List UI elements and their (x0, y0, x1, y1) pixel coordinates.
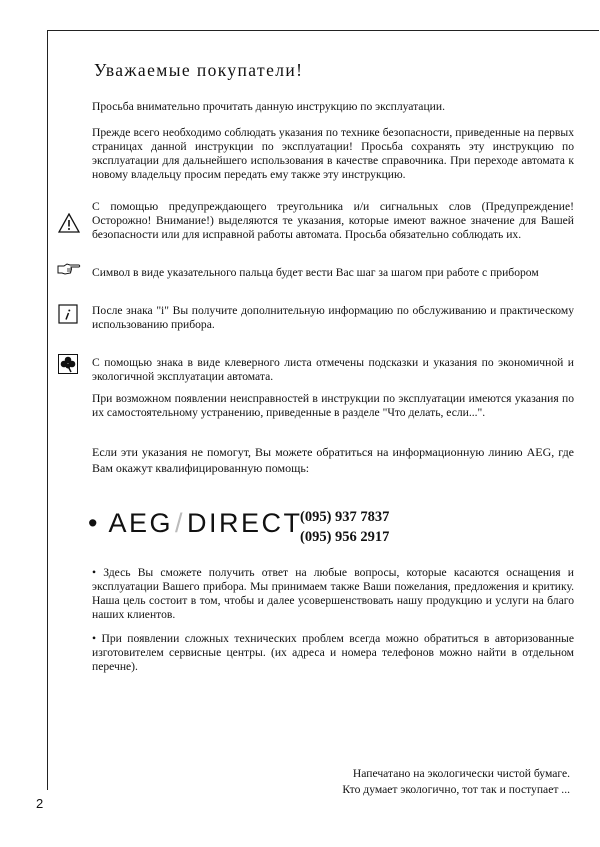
phone-number-1: (095) 937 7837 (300, 509, 390, 525)
logo-separator: / (174, 508, 185, 538)
top-rule (47, 30, 599, 31)
warning-triangle-icon (58, 212, 80, 234)
questions-paragraph: • Здесь Вы сможете получить ответ на любые вопросы, которые касаются оснащения и эксплуатации Вашего прибора. Мы принимаем также Ваши пожелания, предложения и критику. Наша цель состоит в том, чтобы и далее усовершенствовать нашу продукцию и услуги на благо наших клиентов. (92, 566, 574, 621)
logo-direct: DIRECT (187, 508, 303, 538)
margin-rule (47, 30, 48, 790)
info-paragraph: После знака "i" Вы получите дополнительную информацию по обслуживанию и практическому использованию прибора. (92, 304, 574, 331)
hotline-paragraph: Если эти указания не помогут, Вы можете обратиться на информационную линию AEG, где Вам окажут квалифицированную помощь: (92, 445, 574, 475)
safety-paragraph: Прежде всего необходимо соблюдать указания по технике безопасности, приведенные на первых страницах данной инструкции по эксплуатации! Просьба сохранять эту инструкцию по эксплуатации для дальнейшего использования в качестве справочника. При переходе автомата к новому владельцу просим передать ему также эту инструкцию. (92, 126, 574, 181)
finger-paragraph: Символ в виде указательного пальца будет вести Вас шаг за шагом при работе с прибором (92, 266, 539, 279)
page-title: Уважаемые покупатели! (94, 60, 304, 80)
pointing-hand-icon (57, 262, 81, 276)
service-paragraph: • При появлении сложных технических проблем всегда можно обратиться в авторизованные изготовителем сервисные центры. (их адреса и номера телефонов можно найти в отдельном перечне). (92, 632, 574, 673)
hotline-phones (300, 507, 389, 547)
footer-line-1: Напечатано на экологически чистой бумаге. (352, 767, 570, 780)
intro-paragraph: Просьба внимательно прочитать данную инструкцию по эксплуатации. (92, 100, 445, 113)
info-i-icon (58, 304, 78, 324)
clover-paragraph: С помощью знака в виде клеверного листа отмечены подсказки и указания по экономичной и экологичной эксплуатации автомата. (92, 356, 574, 383)
footer-line-2: Кто думает экологично, тот так и поступает ... (342, 783, 570, 796)
aeg-direct-logo (88, 508, 303, 539)
clover-leaf-icon (58, 354, 78, 374)
logo-aeg: AEG (108, 508, 173, 538)
troubleshooting-paragraph: При возможном появлении неисправностей в инструкции по эксплуатации имеются указания по их самостоятельному устранению, приведенные в разделе "Что делать, если...". (92, 392, 574, 419)
logo-bullet: • (88, 508, 100, 538)
page-number: 2 (36, 796, 44, 811)
warning-paragraph: С помощью предупреждающего треугольника и/и сигнальных слов (Предупреждение! Осторожно! Внимание!) выделяются те указания, которые имеют важное значение для Вашей безопасности или для исправной работы автомата. Просьба обязательно соблюдать их. (92, 200, 574, 241)
phone-number-2: (095) 956 2917 (300, 529, 390, 545)
